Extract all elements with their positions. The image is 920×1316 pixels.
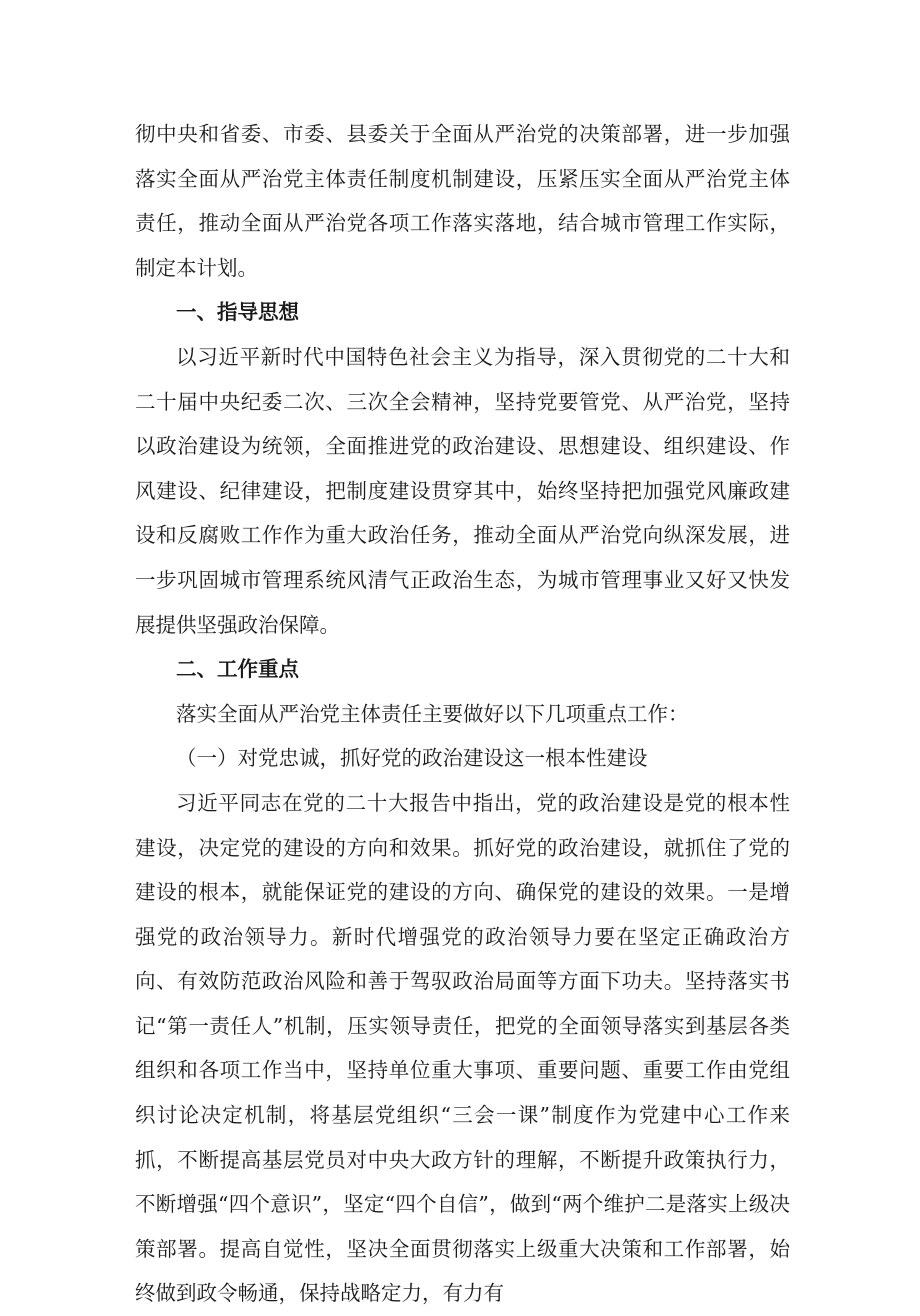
intro-paragraph: 彻中央和省委、市委、县委关于全面从严治党的决策部署，进一步加强落实全面从严治党主体责任制度机制建设，压紧压实全面从严治党主体责任，推动全面从严治党各项工作落实落地，结合城市管理工作实际，制定本计划。 [135,122,790,280]
work-focus-intro-paragraph: 落实全面从严治党主体责任主要做好以下几项重点工作： [176,701,689,726]
document-body [135,112,790,1316]
guiding-ideology-paragraph: 以习近平新时代中国特色社会主义为指导，深入贯彻党的二十大和二十届中央纪委二次、三次全会精神，坚持党要管党、从严治党，坚持以政治建设为统领，全面推进党的政治建设、思想建设、组织建设、作风建设、纪律建设，把制度建设贯穿其中，始终坚持把加强党风廉政建设和反腐败工作作为重大政治任务，推动全面从严治党向纵深发展，进一步巩固城市管理系统风清气正政治生态，为城市管理事业又好又快发展提供坚强政治保障。 [135,344,790,637]
subsection-heading-political-building: （一）对党忠诚，抓好党的政治建设这一根本性建设 [176,746,648,771]
section-heading-guiding-ideology: 一、指导思想 [176,300,299,325]
political-building-paragraph: 习近平同志在党的二十大报告中指出，党的政治建设是党的根本性建设，决定党的建设的方向和效果。抓好党的政治建设，就抓住了党的建设的根本，就能保证党的建设的方向、确保党的建设的效果。一是增强党的政治领导力。新时代增强党的政治领导力要在坚定正确政治方向、有效防范政治风险和善于驾驭政治局面等方面下功夫。坚持落实书记“第一责任人”机制，压实领导责任，把党的全面领导落实到基层各类组织和各项工作当中，坚持单位重大事项、重要问题、重要工作由党组织讨论决定机制，将基层党组织“三会一课”制度作为党建中心工作来抓，不断提高基层党员对中央大政方针的理解，不断提升政策执行力，不断增强“四个意识”，坚定“四个自信”，做到“两个维护二是落实上级决策部署。提高自觉性，坚决全面贯彻落实上级重大决策和工作部署，始终做到政令畅通，保持战略定力，有力有 [135,790,790,1306]
section-heading-work-focus: 二、工作重点 [176,657,299,682]
